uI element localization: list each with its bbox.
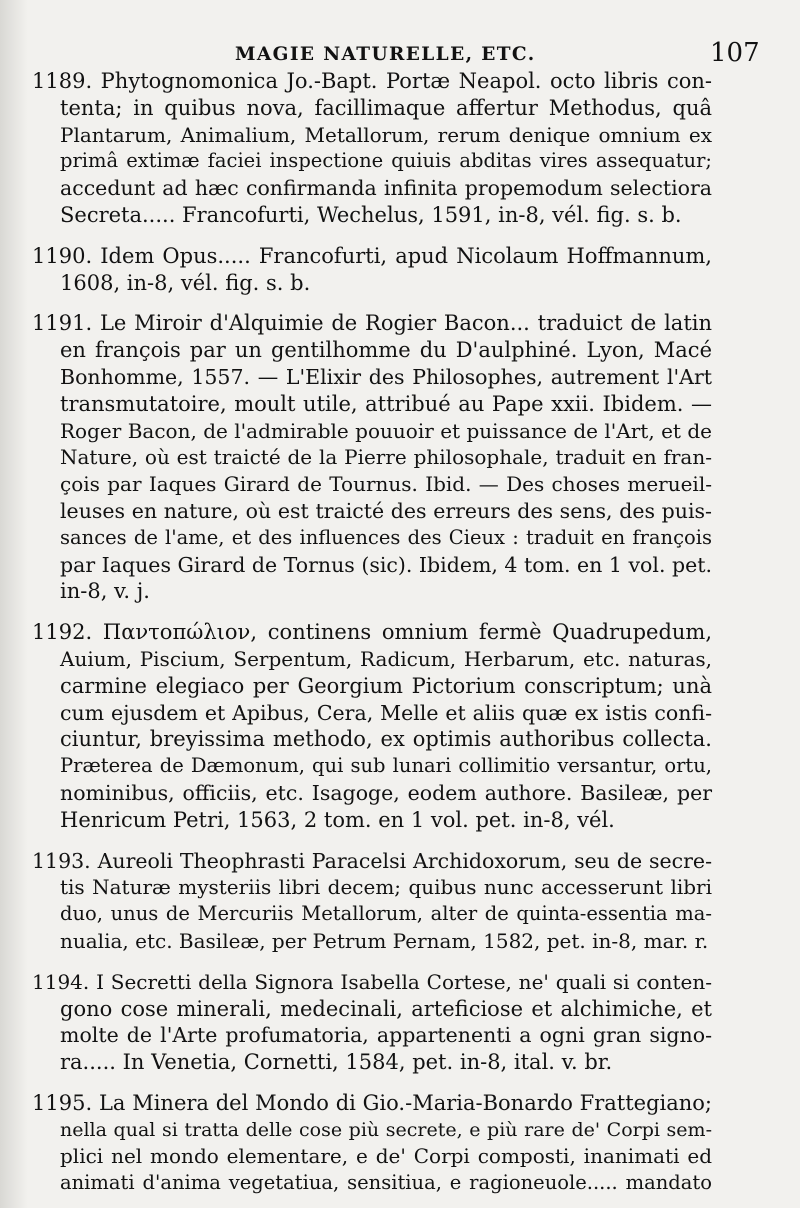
entry-first-line — [32, 848, 712, 875]
entry-text-line: Henricum Petri, 1563, 2 tom. en 1 vol. pet. in-8, vél. — [60, 807, 615, 832]
catalogue-entry-1189 — [32, 68, 712, 229]
entry-number: 1193. — [32, 848, 91, 873]
page-gutter-shadow — [0, 0, 28, 1208]
entry-text-line: leuses en nature, où est traicté des erreurs des sens, des puis- — [60, 498, 712, 523]
entry-first-line — [32, 1090, 712, 1117]
entry-text-line: en françois par un gentilhomme du D'aulphiné. Lyon, Macé — [60, 338, 712, 363]
page-number: 107 — [710, 38, 760, 68]
entry-number: 1190. — [32, 243, 93, 268]
entry-text-line: tenta; in quibus nova, facillimaque affertur Methodus, quâ — [60, 95, 712, 120]
entry-text-line: Auium, Piscium, Serpentum, Radicum, Herbarum, etc. naturas, — [60, 646, 712, 671]
entry-number: 1194. — [32, 969, 90, 994]
entry-number: 1189. — [32, 69, 93, 93]
entry-text-line: transmutatoire, moult utile, attribué au Pape xxii. Ibidem. — — [60, 391, 712, 416]
catalogue-entry-1193 — [32, 848, 712, 955]
entry-text-line: nominibus, officiis, etc. Isagoge, eodem authore. Basileæ, per — [60, 780, 712, 805]
entry-text-line: çois par Iaques Girard de Tournus. Ibid. — Des choses merueil- — [60, 472, 712, 497]
entry-text-line: I Secretti della Signora Isabella Cortese, ne' quali si conten- — [96, 969, 712, 994]
entry-text-line: ciuntur, breyissima methodo, ex optimis authoribus collecta. — [60, 727, 712, 752]
entry-text-line: tis Naturæ mysteriis libri decem; quibus nunc accesserunt libri — [60, 875, 712, 900]
entry-text-line: Phytognomonica Jo.-Bapt. Portæ Neapol. octo libris con- — [100, 69, 712, 93]
entry-text-line: Secreta..... Francofurti, Wechelus, 1591, in-8, vél. fig. s. b. — [60, 202, 682, 227]
entry-first-line — [32, 243, 712, 270]
running-head — [0, 38, 800, 68]
catalogue-entries — [32, 68, 713, 1211]
entry-number: 1195. — [32, 1090, 93, 1115]
entry-text-line: nualia, etc. Basileæ, per Petrum Pernam, 1582, pet. in-8, mar. r. — [60, 928, 709, 953]
entry-text-line: gono cose minerali, medecinali, arteficiose et alchimiche, et — [60, 996, 712, 1021]
entry-text-line: Le Miroir d'Alquimie de Rogier Bacon... traduict de latin — [99, 311, 713, 336]
entry-text-line: Præterea de Dæmonum, qui sub lunari collimitio versantur, ortu, — [60, 754, 712, 778]
entry-text-line: Nature, où est traicté de la Pierre philosophale, traduit en fran- — [60, 445, 712, 470]
entry-text-line: plici nel mondo elementare, e de' Corpi composti, inanimati ed — [60, 1144, 712, 1169]
entry-first-line — [32, 619, 712, 646]
entry-first-line — [32, 969, 712, 996]
entry-text-line: Bonhomme, 1557. — L'Elixir des Philosophes, autrement l'Art — [60, 364, 712, 389]
catalogue-entry-1191 — [32, 310, 713, 605]
entry-text-line: Aureoli Theophrasti Paracelsi Archidoxorum, seu de secre- — [97, 848, 712, 873]
entry-text-line: ra..... In Venetia, Cornetti, 1584, pet. in-8, ital. v. br. — [60, 1050, 613, 1075]
entry-text-line: duo, unus de Mercuriis Metallorum, alter de quinta-essentia ma- — [60, 902, 712, 926]
entry-text-line: par Iaques Girard de Tornus (sic). Ibidem, 4 tom. en 1 vol. pet. — [60, 552, 712, 577]
catalogue-entry-1190 — [32, 243, 712, 297]
running-title: MAGIE NATURELLE, ETC. — [235, 44, 536, 65]
entry-text-line: Roger Bacon, de l'admirable pouuoir et puissance de l'Art, et de — [60, 418, 712, 443]
entry-text-line: in-8, v. j. — [60, 579, 150, 604]
entry-text-line: carmine elegiaco per Georgium Pictorium conscriptum; unà — [60, 673, 712, 698]
catalogue-entry-1195 — [32, 1090, 712, 1197]
entry-first-line — [32, 310, 712, 337]
entry-text-line: La Minera del Mondo di Gio.-Maria-Bonardo Frattegiano; — [98, 1090, 712, 1115]
catalogue-entry-1194 — [32, 969, 712, 1076]
entry-text-line: primâ extimæ faciei inspectione quiuis abditas vires assequatur; — [60, 149, 712, 173]
catalogue-entry-1192 — [32, 619, 712, 833]
entry-number: 1191. — [32, 311, 93, 336]
entry-text-line: cum ejusdem et Apibus, Cera, Melle et aliis quæ ex istis confi- — [60, 700, 712, 725]
entry-number: 1192. — [32, 620, 93, 645]
entry-text-line: Idem Opus..... Francofurti, apud Nicolaum Hoffmannum, — [100, 243, 712, 268]
entry-text-line: 1608, in-8, vél. fig. s. b. — [60, 270, 311, 295]
entry-text-line: Παντοπώλιον, continens omnium fermè Quadrupedum, — [102, 620, 712, 645]
entry-text-line: molte de l'Arte profumatoria, appartenenti a ogni gran signo- — [60, 1023, 712, 1048]
entry-text-line: sances de l'ame, et des influences des Cieux : traduit en françois — [60, 525, 712, 549]
entry-first-line — [32, 68, 712, 95]
entry-text-line: Plantarum, Animalium, Metallorum, rerum denique omnium ex — [60, 122, 712, 147]
entry-text-line: animati d'anima vegetatiua, sensitiua, e ragioneuole..... mandato — [60, 1171, 712, 1195]
entry-text-line: nella qual si tratta delle cose più secrete, e più rare de' Corpi sem- — [60, 1118, 712, 1141]
entry-text-line: accedunt ad hæc confirmanda infinita propemodum selectiora — [60, 176, 712, 201]
